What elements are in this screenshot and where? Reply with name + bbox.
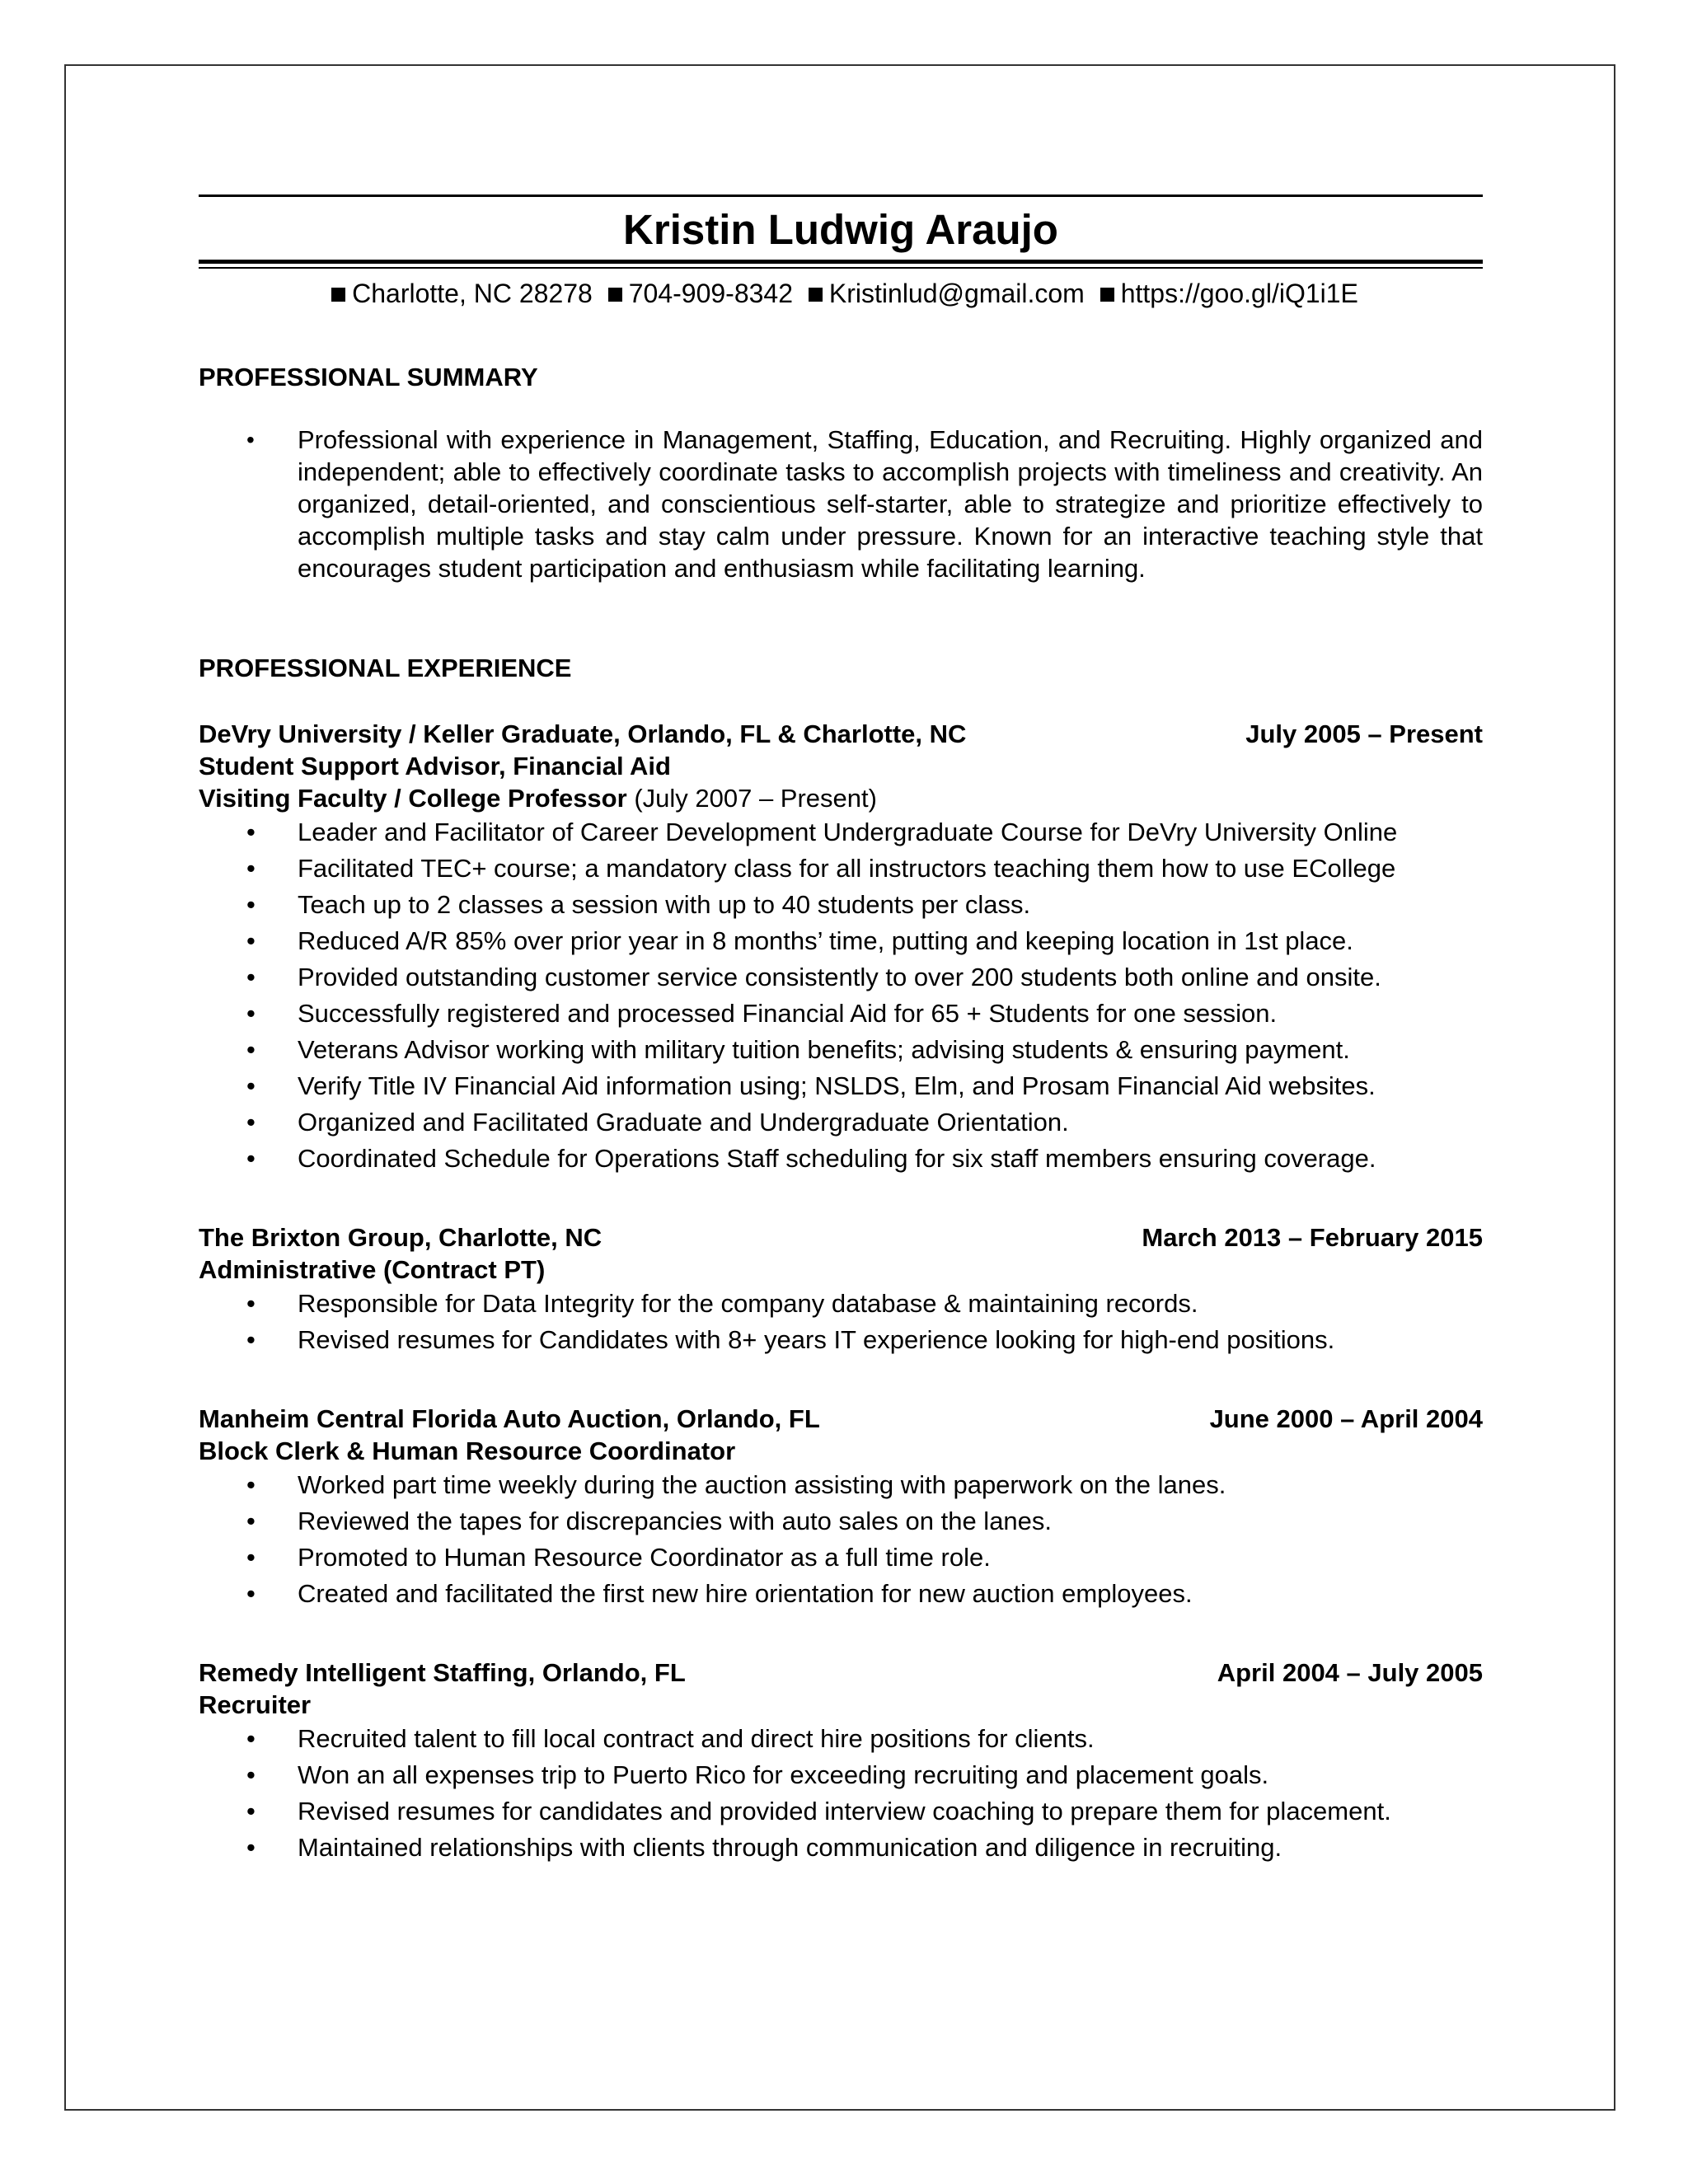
bullet-icon: •	[246, 1579, 256, 1608]
header-rule-thick	[199, 260, 1483, 264]
list-item	[199, 1576, 1483, 1612]
job-dates: June 2000 – April 2004	[1209, 1404, 1483, 1433]
list-item	[199, 1793, 1483, 1830]
job-bullets	[199, 1286, 1483, 1358]
bullet-icon: •	[246, 926, 256, 955]
list-item-text: Leader and Facilitator of Career Development Undergraduate Course for DeVry University Online	[298, 818, 1398, 846]
summary-paragraph	[199, 424, 1483, 584]
job-subrole-title: Visiting Faculty / College Professor	[199, 784, 627, 813]
summary-heading: PROFESSIONAL SUMMARY	[199, 363, 538, 391]
list-item-text: Reduced A/R 85% over prior year in 8 months’ time, putting and keeping location in 1st place.	[298, 926, 1353, 955]
job-company: Remedy Intelligent Staffing, Orlando, FL	[199, 1658, 686, 1687]
list-item	[199, 1322, 1483, 1358]
list-item	[199, 851, 1483, 887]
job-dates: March 2013 – February 2015	[1142, 1223, 1483, 1252]
job-header	[199, 718, 1483, 750]
candidate-name: Kristin Ludwig Araujo	[623, 206, 1058, 253]
bullet-icon: •	[246, 818, 256, 846]
list-item-text: Recruited talent to fill local contract and direct hire positions for clients.	[298, 1724, 1095, 1753]
contact-phone[interactable]: 704-909-8342	[628, 279, 794, 308]
job-dates: April 2004 – July 2005	[1217, 1658, 1483, 1687]
list-item	[199, 1068, 1483, 1104]
job-bullets	[199, 1721, 1483, 1866]
job-bullets	[199, 814, 1483, 1177]
experience-heading: PROFESSIONAL EXPERIENCE	[199, 654, 572, 682]
bullet-icon: •	[246, 890, 256, 919]
job-entry	[199, 1657, 1483, 1866]
list-item	[199, 1141, 1483, 1177]
list-item-text: Revised resumes for candidates and provided interview coaching to prepare them for placement.	[298, 1797, 1391, 1825]
square-bullet-icon	[1100, 288, 1114, 302]
bullet-icon: •	[246, 1833, 256, 1862]
list-item	[199, 1540, 1483, 1576]
list-item-text: Maintained relationships with clients through communication and diligence in recruiting.	[298, 1833, 1282, 1862]
job-subrole	[199, 782, 1483, 814]
list-item-text: Teach up to 2 classes a session with up to 40 students per class.	[298, 890, 1031, 919]
square-bullet-icon	[809, 288, 823, 302]
bullet-icon: •	[246, 1724, 256, 1753]
list-item-text: Worked part time weekly during the auction assisting with paperwork on the lanes.	[298, 1470, 1226, 1499]
job-role: Block Clerk & Human Resource Coordinator	[199, 1436, 736, 1465]
bullet-icon: •	[246, 1071, 256, 1100]
job-company: DeVry University / Keller Graduate, Orlando, FL & Charlotte, NC	[199, 719, 967, 748]
bullet-icon: •	[246, 999, 256, 1028]
bullet-icon: •	[246, 1325, 256, 1354]
job-company: Manheim Central Florida Auto Auction, Orlando, FL	[199, 1404, 820, 1433]
bullet-icon: •	[246, 427, 255, 452]
list-item	[199, 996, 1483, 1032]
job-header	[199, 1403, 1483, 1435]
job-role: Student Support Advisor, Financial Aid	[199, 752, 671, 780]
list-item	[199, 1830, 1483, 1866]
list-item	[199, 1757, 1483, 1793]
list-item-text: Organized and Facilitated Graduate and Undergraduate Orientation.	[298, 1108, 1069, 1137]
list-item-text: Facilitated TEC+ course; a mandatory class for all instructors teaching them how to use ECollege	[298, 854, 1396, 883]
bullet-icon: •	[246, 1108, 256, 1137]
job-header	[199, 1657, 1483, 1689]
list-item-text: Promoted to Human Resource Coordinator as a full time role.	[298, 1543, 991, 1572]
job-role: Recruiter	[199, 1690, 312, 1719]
list-item	[199, 923, 1483, 959]
bullet-icon: •	[246, 1760, 256, 1789]
resume-content	[199, 194, 1483, 1866]
job-header	[199, 1221, 1483, 1254]
bullet-icon: •	[246, 1797, 256, 1825]
bullet-icon: •	[246, 1144, 256, 1173]
bullet-icon: •	[246, 1470, 256, 1499]
list-item	[199, 1032, 1483, 1068]
list-item	[199, 887, 1483, 923]
list-item	[199, 1721, 1483, 1757]
bullet-icon: •	[246, 1507, 256, 1535]
list-item	[199, 959, 1483, 996]
bullet-icon: •	[246, 854, 256, 883]
bullet-icon: •	[246, 1289, 256, 1318]
list-item-text: Successfully registered and processed Financial Aid for 65 + Students for one session.	[298, 999, 1278, 1028]
contact-email[interactable]: Kristinlud@gmail.com	[828, 279, 1085, 308]
list-item-text: Verify Title IV Financial Aid information using; NSLDS, Elm, and Prosam Financial Aid websites.	[298, 1071, 1376, 1100]
list-item	[199, 1503, 1483, 1540]
job-company: The Brixton Group, Charlotte, NC	[199, 1223, 603, 1252]
contact-url[interactable]: https://goo.gl/iQ1i1E	[1120, 279, 1358, 308]
list-item	[199, 814, 1483, 851]
bullet-icon: •	[246, 1035, 256, 1064]
job-entry	[199, 1403, 1483, 1612]
list-item-text: Reviewed the tapes for discrepancies with auto sales on the lanes.	[298, 1507, 1053, 1535]
list-item	[199, 1286, 1483, 1322]
list-item-text: Veterans Advisor working with military tuition benefits; advising students & ensuring payment.	[298, 1035, 1350, 1064]
summary-text: Professional with experience in Management, Staffing, Education, and Recruiting. Highly organized and independent; able to effectively coordinate tasks to accomplish projects with timeliness and creativity. An organized, detail-oriented, and conscientious self-starter, able to strategize and prioritize effectively to accomplish multiple tasks and stay calm under pressure. Known for an interactive teaching style that encourages student participation and enthusiasm while facilitating learning.	[298, 425, 1483, 583]
header-rule-top	[199, 194, 1483, 197]
job-bullets	[199, 1467, 1483, 1612]
list-item-text: Won an all expenses trip to Puerto Rico for exceeding recruiting and placement goals.	[298, 1760, 1269, 1789]
list-item-text: Coordinated Schedule for Operations Staff scheduling for six staff members ensuring coverage.	[298, 1144, 1376, 1173]
list-item-text: Revised resumes for Candidates with 8+ years IT experience looking for high-end positions.	[298, 1325, 1335, 1354]
list-item	[199, 1104, 1483, 1141]
job-dates: July 2005 – Present	[1245, 719, 1483, 748]
job-subrole-dates: (July 2007 – Present)	[634, 784, 877, 813]
header-rule-thin	[199, 267, 1483, 269]
job-entry	[199, 1221, 1483, 1358]
job-entry	[199, 718, 1483, 1177]
bullet-icon: •	[246, 963, 256, 991]
list-item-text: Created and facilitated the first new hire orientation for new auction employees.	[298, 1579, 1193, 1608]
square-bullet-icon	[608, 288, 622, 302]
list-item-text: Responsible for Data Integrity for the company database & maintaining records.	[298, 1289, 1198, 1318]
list-item-text: Provided outstanding customer service consistently to over 200 students both online and onsite.	[298, 963, 1381, 991]
list-item	[199, 1467, 1483, 1503]
square-bullet-icon	[331, 288, 345, 302]
contact-location: Charlotte, NC 28278	[352, 279, 593, 308]
job-role: Administrative (Contract PT)	[199, 1255, 546, 1284]
contact-line	[199, 275, 1483, 312]
bullet-icon: •	[246, 1543, 256, 1572]
